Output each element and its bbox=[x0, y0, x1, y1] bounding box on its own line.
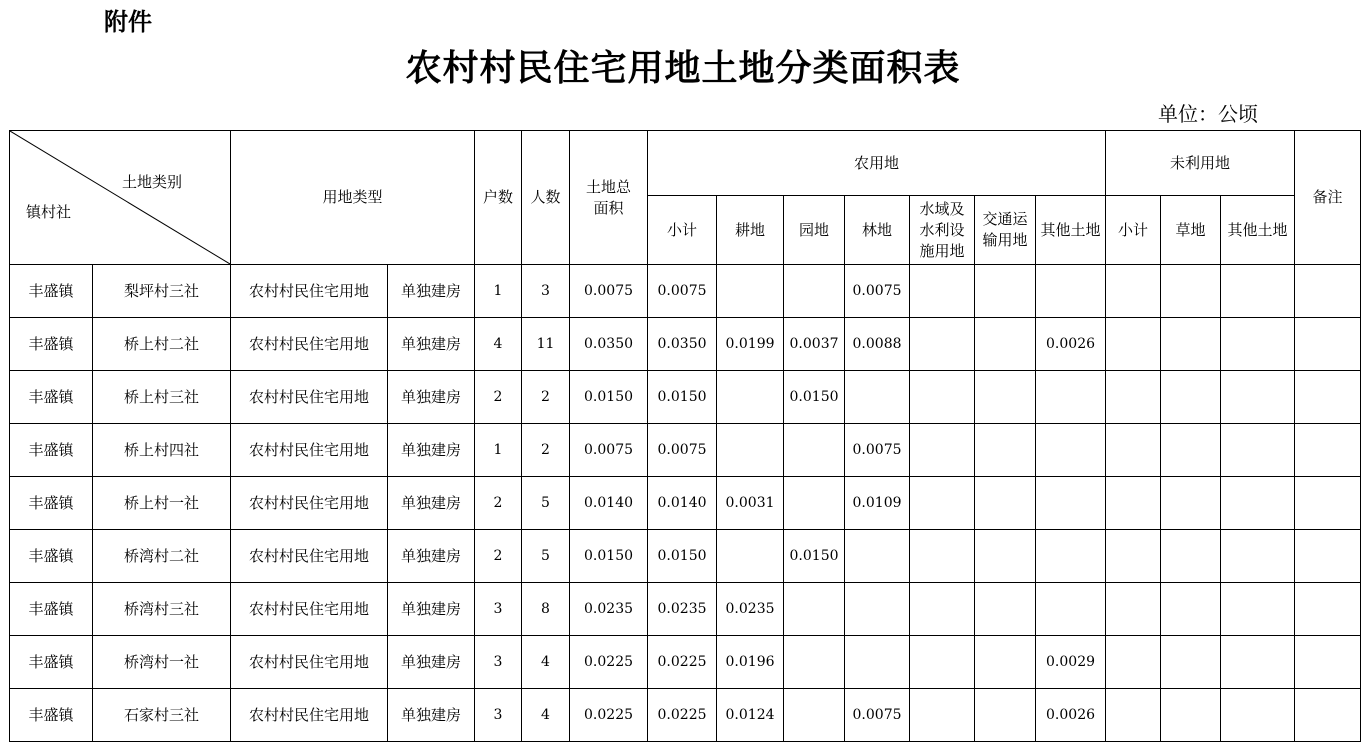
households-cell: 2 bbox=[475, 371, 522, 424]
forest-cell bbox=[845, 583, 910, 636]
use-type-cell: 农村村民住宅用地 bbox=[231, 477, 388, 530]
town-cell: 丰盛镇 bbox=[10, 424, 93, 477]
village-cell: 桥上村三社 bbox=[93, 371, 231, 424]
grass-cell bbox=[1161, 477, 1221, 530]
build-type-cell: 单独建房 bbox=[388, 265, 475, 318]
transport-cell bbox=[975, 477, 1036, 530]
forest-cell: 0.0075 bbox=[845, 689, 910, 742]
unused-other-cell bbox=[1221, 371, 1295, 424]
total-area-cell: 0.0235 bbox=[570, 583, 648, 636]
garden-cell bbox=[784, 477, 845, 530]
agri-other-cell bbox=[1036, 583, 1106, 636]
header-unused-subtotal: 小计 bbox=[1106, 196, 1161, 265]
grass-cell bbox=[1161, 636, 1221, 689]
unused-other-cell bbox=[1221, 318, 1295, 371]
water-cell bbox=[910, 689, 975, 742]
unused-other-cell bbox=[1221, 530, 1295, 583]
village-cell: 桥上村二社 bbox=[93, 318, 231, 371]
village-cell: 梨坪村三社 bbox=[93, 265, 231, 318]
unused-subtotal-cell bbox=[1106, 583, 1161, 636]
unit-label: 单位：公顷 bbox=[1158, 102, 1258, 126]
build-type-cell: 单独建房 bbox=[388, 636, 475, 689]
agri-other-cell bbox=[1036, 265, 1106, 318]
build-type-cell: 单独建房 bbox=[388, 318, 475, 371]
build-type-cell: 单独建房 bbox=[388, 371, 475, 424]
diagonal-line bbox=[10, 131, 230, 264]
header-households: 户数 bbox=[475, 131, 522, 265]
total-area-cell: 0.0075 bbox=[570, 424, 648, 477]
agri-other-cell bbox=[1036, 477, 1106, 530]
table-row bbox=[10, 583, 1361, 636]
households-cell: 3 bbox=[475, 689, 522, 742]
people-cell: 8 bbox=[522, 583, 570, 636]
use-type-cell: 农村村民住宅用地 bbox=[231, 318, 388, 371]
remark-cell bbox=[1295, 477, 1361, 530]
unused-other-cell bbox=[1221, 477, 1295, 530]
agri-other-cell: 0.0026 bbox=[1036, 689, 1106, 742]
water-cell bbox=[910, 265, 975, 318]
table-row bbox=[10, 530, 1361, 583]
header-grass: 草地 bbox=[1161, 196, 1221, 265]
people-cell: 4 bbox=[522, 636, 570, 689]
transport-cell bbox=[975, 530, 1036, 583]
garden-cell: 0.0150 bbox=[784, 371, 845, 424]
use-type-cell: 农村村民住宅用地 bbox=[231, 371, 388, 424]
village-cell: 石家村三社 bbox=[93, 689, 231, 742]
total-area-cell: 0.0150 bbox=[570, 371, 648, 424]
grass-cell bbox=[1161, 583, 1221, 636]
agri-subtotal-cell: 0.0075 bbox=[648, 424, 717, 477]
agri-subtotal-cell: 0.0075 bbox=[648, 265, 717, 318]
arable-cell bbox=[717, 424, 784, 477]
agri-subtotal-cell: 0.0225 bbox=[648, 689, 717, 742]
transport-cell bbox=[975, 583, 1036, 636]
header-water: 水域及水利设施用地 bbox=[910, 196, 975, 265]
diagonal-label-town-village: 镇村社 bbox=[26, 203, 72, 221]
remark-cell bbox=[1295, 583, 1361, 636]
table-row bbox=[10, 636, 1361, 689]
use-type-cell: 农村村民住宅用地 bbox=[231, 424, 388, 477]
garden-cell: 0.0150 bbox=[784, 530, 845, 583]
forest-cell: 0.0109 bbox=[845, 477, 910, 530]
agri-other-cell bbox=[1036, 530, 1106, 583]
header-forest: 林地 bbox=[845, 196, 910, 265]
total-area-cell: 0.0150 bbox=[570, 530, 648, 583]
build-type-cell: 单独建房 bbox=[388, 583, 475, 636]
unused-subtotal-cell bbox=[1106, 477, 1161, 530]
total-area-cell: 0.0225 bbox=[570, 636, 648, 689]
header-total-area: 土地总面积 bbox=[570, 131, 648, 265]
use-type-cell: 农村村民住宅用地 bbox=[231, 265, 388, 318]
use-type-cell: 农村村民住宅用地 bbox=[231, 583, 388, 636]
people-cell: 5 bbox=[522, 477, 570, 530]
people-cell: 5 bbox=[522, 530, 570, 583]
header-garden: 园地 bbox=[784, 196, 845, 265]
header-agri-subtotal: 小计 bbox=[648, 196, 717, 265]
grass-cell bbox=[1161, 689, 1221, 742]
water-cell bbox=[910, 530, 975, 583]
people-cell: 2 bbox=[522, 371, 570, 424]
agri-subtotal-cell: 0.0350 bbox=[648, 318, 717, 371]
total-area-cell: 0.0140 bbox=[570, 477, 648, 530]
build-type-cell: 单独建房 bbox=[388, 689, 475, 742]
town-cell: 丰盛镇 bbox=[10, 371, 93, 424]
town-cell: 丰盛镇 bbox=[10, 636, 93, 689]
village-cell: 桥湾村三社 bbox=[93, 583, 231, 636]
unused-subtotal-cell bbox=[1106, 689, 1161, 742]
unused-subtotal-cell bbox=[1106, 318, 1161, 371]
table-body bbox=[10, 265, 1361, 742]
garden-cell bbox=[784, 689, 845, 742]
agri-other-cell bbox=[1036, 424, 1106, 477]
households-cell: 1 bbox=[475, 265, 522, 318]
forest-cell bbox=[845, 371, 910, 424]
unused-other-cell bbox=[1221, 636, 1295, 689]
households-cell: 2 bbox=[475, 477, 522, 530]
households-cell: 1 bbox=[475, 424, 522, 477]
village-cell: 桥上村一社 bbox=[93, 477, 231, 530]
build-type-cell: 单独建房 bbox=[388, 477, 475, 530]
remark-cell bbox=[1295, 371, 1361, 424]
garden-cell bbox=[784, 424, 845, 477]
arable-cell: 0.0235 bbox=[717, 583, 784, 636]
agri-other-cell: 0.0029 bbox=[1036, 636, 1106, 689]
unused-subtotal-cell bbox=[1106, 424, 1161, 477]
town-cell: 丰盛镇 bbox=[10, 583, 93, 636]
people-cell: 3 bbox=[522, 265, 570, 318]
page-title: 农村村民住宅用地土地分类面积表 bbox=[405, 47, 961, 89]
grass-cell bbox=[1161, 371, 1221, 424]
header-people: 人数 bbox=[522, 131, 570, 265]
header-transport: 交通运输用地 bbox=[975, 196, 1036, 265]
table-row bbox=[10, 371, 1361, 424]
total-area-cell: 0.0075 bbox=[570, 265, 648, 318]
diagonal-header-cell bbox=[10, 131, 231, 265]
header-use-type: 用地类型 bbox=[231, 131, 475, 265]
remark-cell bbox=[1295, 689, 1361, 742]
arable-cell: 0.0124 bbox=[717, 689, 784, 742]
use-type-cell: 农村村民住宅用地 bbox=[231, 636, 388, 689]
remark-cell bbox=[1295, 318, 1361, 371]
remark-cell bbox=[1295, 265, 1361, 318]
forest-cell bbox=[845, 636, 910, 689]
town-cell: 丰盛镇 bbox=[10, 689, 93, 742]
header-agri-other: 其他土地 bbox=[1036, 196, 1106, 265]
table-row bbox=[10, 689, 1361, 742]
arable-cell: 0.0199 bbox=[717, 318, 784, 371]
village-cell: 桥上村四社 bbox=[93, 424, 231, 477]
unused-other-cell bbox=[1221, 583, 1295, 636]
households-cell: 3 bbox=[475, 636, 522, 689]
agri-subtotal-cell: 0.0225 bbox=[648, 636, 717, 689]
unused-other-cell bbox=[1221, 265, 1295, 318]
people-cell: 2 bbox=[522, 424, 570, 477]
people-cell: 11 bbox=[522, 318, 570, 371]
water-cell bbox=[910, 424, 975, 477]
build-type-cell: 单独建房 bbox=[388, 424, 475, 477]
arable-cell bbox=[717, 530, 784, 583]
grass-cell bbox=[1161, 318, 1221, 371]
village-cell: 桥湾村二社 bbox=[93, 530, 231, 583]
land-area-table bbox=[9, 130, 1361, 742]
households-cell: 4 bbox=[475, 318, 522, 371]
header-group-agricultural: 农用地 bbox=[648, 131, 1106, 196]
town-cell: 丰盛镇 bbox=[10, 265, 93, 318]
unused-subtotal-cell bbox=[1106, 530, 1161, 583]
table-row bbox=[10, 477, 1361, 530]
transport-cell bbox=[975, 424, 1036, 477]
people-cell: 4 bbox=[522, 689, 570, 742]
town-cell: 丰盛镇 bbox=[10, 477, 93, 530]
transport-cell bbox=[975, 265, 1036, 318]
town-cell: 丰盛镇 bbox=[10, 530, 93, 583]
arable-cell: 0.0196 bbox=[717, 636, 784, 689]
agri-subtotal-cell: 0.0150 bbox=[648, 530, 717, 583]
garden-cell: 0.0037 bbox=[784, 318, 845, 371]
total-area-cell: 0.0225 bbox=[570, 689, 648, 742]
water-cell bbox=[910, 583, 975, 636]
arable-cell bbox=[717, 371, 784, 424]
garden-cell bbox=[784, 636, 845, 689]
header-remark: 备注 bbox=[1295, 131, 1361, 265]
table-row bbox=[10, 424, 1361, 477]
village-cell: 桥湾村一社 bbox=[93, 636, 231, 689]
unused-other-cell bbox=[1221, 689, 1295, 742]
grass-cell bbox=[1161, 424, 1221, 477]
households-cell: 2 bbox=[475, 530, 522, 583]
water-cell bbox=[910, 636, 975, 689]
table-row bbox=[10, 265, 1361, 318]
transport-cell bbox=[975, 689, 1036, 742]
water-cell bbox=[910, 371, 975, 424]
header-group-unused: 未利用地 bbox=[1106, 131, 1295, 196]
garden-cell bbox=[784, 265, 845, 318]
transport-cell bbox=[975, 371, 1036, 424]
unused-other-cell bbox=[1221, 424, 1295, 477]
grass-cell bbox=[1161, 530, 1221, 583]
agri-subtotal-cell: 0.0235 bbox=[648, 583, 717, 636]
transport-cell bbox=[975, 318, 1036, 371]
water-cell bbox=[910, 318, 975, 371]
forest-cell: 0.0088 bbox=[845, 318, 910, 371]
town-cell: 丰盛镇 bbox=[10, 318, 93, 371]
agri-subtotal-cell: 0.0150 bbox=[648, 371, 717, 424]
forest-cell: 0.0075 bbox=[845, 265, 910, 318]
header-arable: 耕地 bbox=[717, 196, 784, 265]
forest-cell bbox=[845, 530, 910, 583]
households-cell: 3 bbox=[475, 583, 522, 636]
agri-subtotal-cell: 0.0140 bbox=[648, 477, 717, 530]
water-cell bbox=[910, 477, 975, 530]
transport-cell bbox=[975, 636, 1036, 689]
grass-cell bbox=[1161, 265, 1221, 318]
garden-cell bbox=[784, 583, 845, 636]
unused-subtotal-cell bbox=[1106, 636, 1161, 689]
table-row bbox=[10, 318, 1361, 371]
total-area-cell: 0.0350 bbox=[570, 318, 648, 371]
remark-cell bbox=[1295, 636, 1361, 689]
agri-other-cell bbox=[1036, 371, 1106, 424]
remark-cell bbox=[1295, 530, 1361, 583]
unused-subtotal-cell bbox=[1106, 265, 1161, 318]
forest-cell: 0.0075 bbox=[845, 424, 910, 477]
unused-subtotal-cell bbox=[1106, 371, 1161, 424]
attachment-label: 附件 bbox=[104, 8, 152, 36]
arable-cell: 0.0031 bbox=[717, 477, 784, 530]
arable-cell bbox=[717, 265, 784, 318]
build-type-cell: 单独建房 bbox=[388, 530, 475, 583]
header-unused-other: 其他土地 bbox=[1221, 196, 1295, 265]
remark-cell bbox=[1295, 424, 1361, 477]
use-type-cell: 农村村民住宅用地 bbox=[231, 530, 388, 583]
diagonal-label-land-category: 土地类别 bbox=[122, 173, 183, 191]
use-type-cell: 农村村民住宅用地 bbox=[231, 689, 388, 742]
agri-other-cell: 0.0026 bbox=[1036, 318, 1106, 371]
